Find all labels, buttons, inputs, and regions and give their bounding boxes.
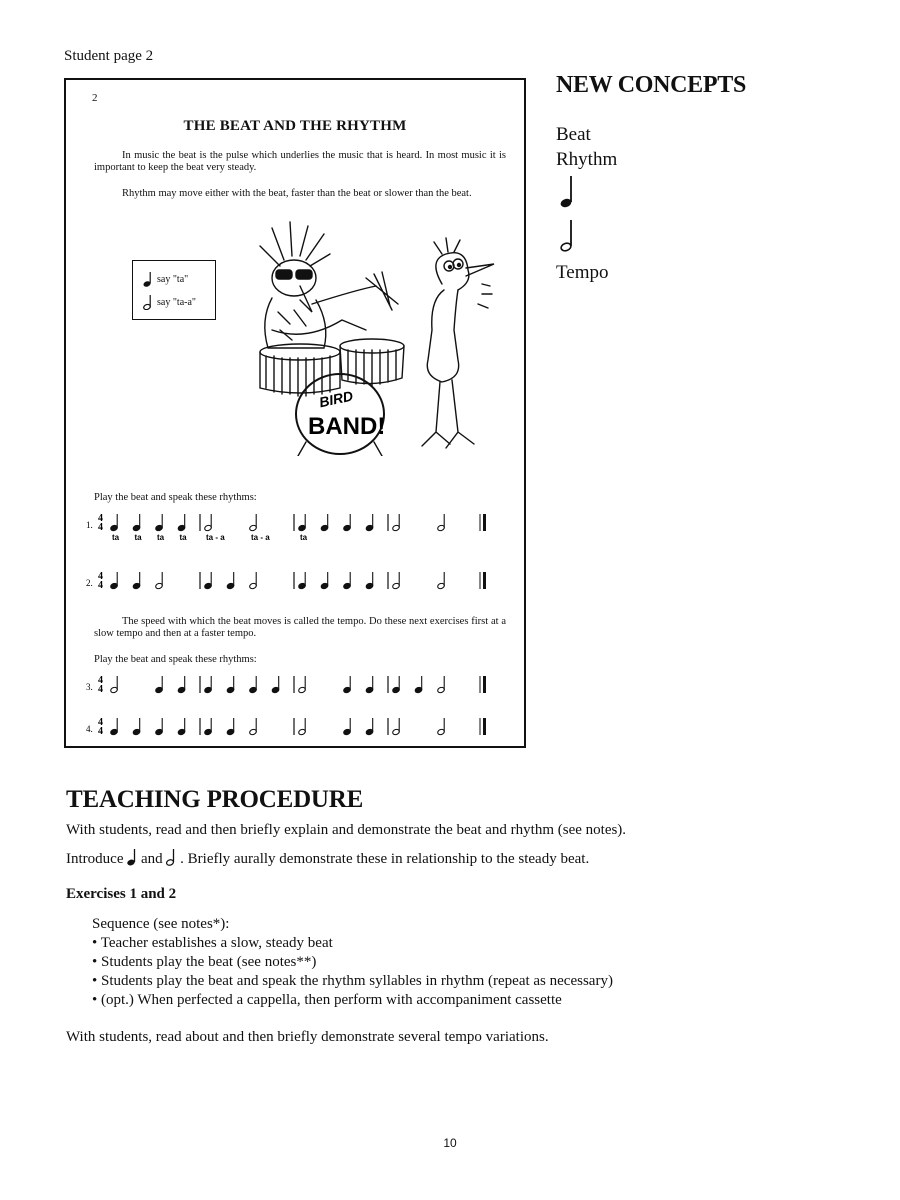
rhythm-syllable: ta - a	[206, 533, 225, 542]
half-note	[437, 514, 445, 532]
quarter-note	[204, 676, 212, 694]
quarter-note	[155, 718, 163, 736]
quarter-note	[298, 514, 306, 532]
time-signature: 4	[98, 580, 103, 591]
drum-text-bird: BIRD	[317, 387, 355, 411]
concept-beat: Beat	[556, 124, 591, 145]
rhythm-exercise-2	[86, 566, 516, 600]
student-page-title: THE BEAT AND THE RHYTHM	[183, 118, 407, 134]
quarter-note	[110, 718, 118, 736]
say-syllables-box	[132, 260, 216, 320]
rhythm-syllable: ta	[179, 533, 187, 542]
time-signature: 4	[98, 522, 103, 533]
tempo-closing-line: With students, read about and then briefly demonstrate several tempo variations.	[66, 1029, 549, 1045]
half-note	[298, 718, 306, 736]
rhythm-exercise-4	[86, 712, 516, 746]
final-bar-thick	[483, 676, 486, 693]
demonstrate-text: . Briefly aurally demonstrate these in relationship to the steady beat.	[180, 851, 590, 867]
quarter-note	[177, 514, 185, 532]
exercise-label: 2.	[86, 578, 93, 588]
quarter-note	[365, 572, 373, 590]
say-row-quarter	[143, 271, 188, 287]
final-bar-thick	[483, 718, 486, 735]
quarter-note	[414, 676, 422, 694]
drum-text-band: BAND!	[308, 413, 386, 440]
rhythm-syllable: ta	[112, 533, 120, 542]
rhythm-instruction-1: Play the beat and speak these rhythms:	[94, 492, 257, 503]
say-ta-label: say "ta"	[157, 273, 189, 285]
time-signature: 4	[98, 717, 103, 728]
say-ta-a-label: say "ta-a"	[157, 296, 196, 308]
rhythm-exercise-3	[86, 670, 516, 704]
half-note-icon	[560, 218, 576, 254]
quarter-note	[365, 718, 373, 736]
half-note	[392, 572, 400, 590]
say-row-half	[143, 294, 196, 310]
quarter-note-icon	[560, 174, 576, 210]
quarter-note	[320, 514, 328, 532]
student-page-label: Student page 2	[64, 48, 154, 64]
rhythm-syllable: ta - a	[251, 533, 270, 542]
page-number: 10	[443, 1136, 457, 1150]
sequence-title: Sequence (see notes*):	[92, 916, 230, 932]
quarter-note	[298, 572, 306, 590]
teaching-procedure-heading: TEACHING PROCEDURE	[66, 786, 364, 813]
quarter-note	[343, 514, 351, 532]
half-note	[437, 572, 445, 590]
quarter-note-icon	[127, 848, 137, 866]
teaching-line-1: With students, read and then briefly explain and demonstrate the beat and rhythm (see notes).	[66, 822, 627, 838]
half-note	[204, 514, 212, 532]
half-note	[298, 676, 306, 694]
beat-paragraph: In music the beat is the pulse which underlies the music that is heard. In most music it is important to keep the beat very steady.	[94, 150, 506, 173]
tempo-paragraph: The speed with which the beat moves is called the tempo. Do these next exercises first at a slow tempo and then at a faster tempo.	[94, 616, 506, 639]
quarter-note	[204, 718, 212, 736]
exercise-label: 3.	[86, 682, 93, 692]
quarter-note	[155, 676, 163, 694]
exercise-label: 4.	[86, 724, 93, 734]
quarter-note	[320, 572, 328, 590]
bird-band-cartoon	[246, 220, 496, 456]
sequence-item: • Teacher establishes a slow, steady beat	[92, 935, 333, 951]
quarter-note	[132, 718, 140, 736]
quarter-note-icon	[143, 271, 153, 287]
half-note-icon	[166, 848, 176, 866]
new-concepts-heading: NEW CONCEPTS	[556, 72, 746, 98]
introduce-label: Introduce	[66, 851, 124, 867]
student-page-frame	[64, 78, 526, 748]
rhythm-paragraph: Rhythm may move either with the beat, faster than the beat or slower than the beat.	[122, 188, 472, 199]
quarter-note	[343, 676, 351, 694]
quarter-note	[271, 676, 279, 694]
half-note	[155, 572, 163, 590]
quarter-note	[177, 676, 185, 694]
half-note	[392, 514, 400, 532]
rhythm-syllable: ta	[157, 533, 165, 542]
sequence-item: • Students play the beat (see notes**)	[92, 954, 317, 970]
quarter-note	[110, 572, 118, 590]
time-signature: 4	[98, 726, 103, 737]
exercises-subheading: Exercises 1 and 2	[66, 886, 177, 902]
quarter-note	[204, 572, 212, 590]
quarter-note	[226, 718, 234, 736]
quarter-note	[132, 572, 140, 590]
time-signature: 4	[98, 513, 103, 524]
half-note	[249, 514, 257, 532]
half-note	[249, 718, 257, 736]
quarter-note	[177, 718, 185, 736]
quarter-note	[226, 676, 234, 694]
rhythm-syllable: ta	[134, 533, 142, 542]
quarter-note	[365, 676, 373, 694]
rhythm-exercise-1	[86, 508, 516, 542]
student-page-number: 2	[92, 92, 98, 104]
time-signature: 4	[98, 675, 103, 686]
exercise-label: 1.	[86, 520, 93, 530]
half-note	[437, 718, 445, 736]
quarter-note	[155, 514, 163, 532]
half-note	[437, 676, 445, 694]
time-signature: 4	[98, 684, 103, 695]
sequence-item: • Students play the beat and speak the rhythm syllables in rhythm (repeat as necessary)	[92, 973, 613, 989]
rhythm-syllable: ta	[300, 533, 308, 542]
quarter-note	[343, 718, 351, 736]
half-note	[110, 676, 118, 694]
half-note	[392, 718, 400, 736]
quarter-note	[132, 514, 140, 532]
time-signature: 4	[98, 571, 103, 582]
rhythm-instruction-2: Play the beat and speak these rhythms:	[94, 654, 257, 665]
concept-rhythm: Rhythm	[556, 149, 618, 170]
final-bar-thick	[483, 514, 486, 531]
quarter-note	[343, 572, 351, 590]
concept-tempo: Tempo	[556, 262, 609, 283]
final-bar-thick	[483, 572, 486, 589]
teaching-line-2	[66, 848, 589, 868]
sequence-item: • (opt.) When perfected a cappella, then perform with accompaniment cassette	[92, 992, 562, 1008]
quarter-note	[226, 572, 234, 590]
quarter-note	[249, 676, 257, 694]
half-note-icon	[143, 294, 153, 310]
and-label: and	[140, 851, 163, 867]
quarter-note	[110, 514, 118, 532]
quarter-note	[392, 676, 400, 694]
quarter-note	[365, 514, 373, 532]
half-note	[249, 572, 257, 590]
